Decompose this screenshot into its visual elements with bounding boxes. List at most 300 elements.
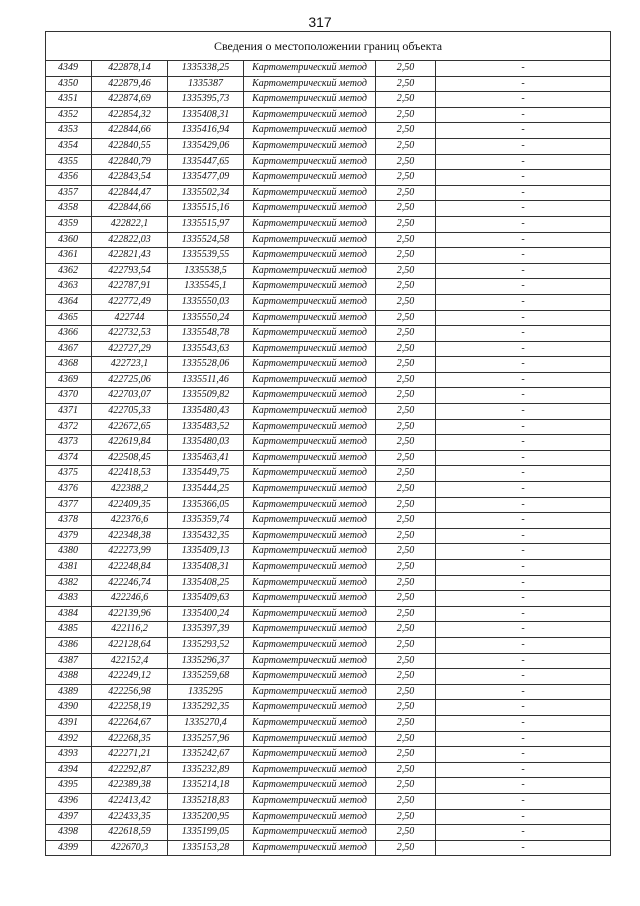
method-cell: Картометрический метод — [244, 138, 376, 154]
x-coordinate-cell: 422246,74 — [92, 575, 168, 591]
table-row — [46, 357, 611, 373]
table-row — [46, 419, 611, 435]
point-number-cell: 4388 — [46, 669, 92, 685]
description-cell: - — [436, 388, 611, 404]
y-coordinate-cell: 1335259,68 — [168, 669, 244, 685]
x-coordinate-cell: 422409,35 — [92, 497, 168, 513]
point-number-cell: 4375 — [46, 466, 92, 482]
table-row — [46, 232, 611, 248]
accuracy-cell: 2,50 — [376, 637, 436, 653]
method-cell: Картометрический метод — [244, 544, 376, 560]
table-row — [46, 279, 611, 295]
y-coordinate-cell: 1335409,63 — [168, 591, 244, 607]
table-row — [46, 435, 611, 451]
description-cell: - — [436, 715, 611, 731]
description-cell: - — [436, 528, 611, 544]
y-coordinate-cell: 1335550,24 — [168, 310, 244, 326]
description-cell: - — [436, 747, 611, 763]
description-cell: - — [436, 482, 611, 498]
page-number: 317 — [308, 14, 332, 30]
accuracy-cell: 2,50 — [376, 138, 436, 154]
x-coordinate-cell: 422418,53 — [92, 466, 168, 482]
table-row — [46, 513, 611, 529]
accuracy-cell: 2,50 — [376, 684, 436, 700]
accuracy-cell: 2,50 — [376, 154, 436, 170]
x-coordinate-cell: 422874,69 — [92, 92, 168, 108]
table-row — [46, 185, 611, 201]
accuracy-cell: 2,50 — [376, 216, 436, 232]
y-coordinate-cell: 1335524,58 — [168, 232, 244, 248]
x-coordinate-cell: 422744 — [92, 310, 168, 326]
y-coordinate-cell: 1335408,25 — [168, 575, 244, 591]
y-coordinate-cell: 1335387 — [168, 76, 244, 92]
table-row — [46, 528, 611, 544]
point-number-cell: 4371 — [46, 404, 92, 420]
method-cell: Картометрический метод — [244, 185, 376, 201]
method-cell: Картометрический метод — [244, 341, 376, 357]
table-row — [46, 575, 611, 591]
point-number-cell: 4393 — [46, 747, 92, 763]
point-number-cell: 4377 — [46, 497, 92, 513]
method-cell: Картометрический метод — [244, 294, 376, 310]
table-row — [46, 544, 611, 560]
accuracy-cell: 2,50 — [376, 762, 436, 778]
method-cell: Картометрический метод — [244, 778, 376, 794]
x-coordinate-cell: 422672,65 — [92, 419, 168, 435]
x-coordinate-cell: 422292,87 — [92, 762, 168, 778]
point-number-cell: 4398 — [46, 825, 92, 841]
description-cell: - — [436, 310, 611, 326]
y-coordinate-cell: 1335270,4 — [168, 715, 244, 731]
description-cell: - — [436, 170, 611, 186]
point-number-cell: 4395 — [46, 778, 92, 794]
y-coordinate-cell: 1335293,52 — [168, 637, 244, 653]
point-number-cell: 4391 — [46, 715, 92, 731]
x-coordinate-cell: 422348,38 — [92, 528, 168, 544]
x-coordinate-cell: 422619,84 — [92, 435, 168, 451]
accuracy-cell: 2,50 — [376, 107, 436, 123]
accuracy-cell: 2,50 — [376, 606, 436, 622]
description-cell: - — [436, 263, 611, 279]
x-coordinate-cell: 422821,43 — [92, 248, 168, 264]
description-cell: - — [436, 154, 611, 170]
point-number-cell: 4376 — [46, 482, 92, 498]
x-coordinate-cell: 422508,45 — [92, 450, 168, 466]
point-number-cell: 4362 — [46, 263, 92, 279]
x-coordinate-cell: 422843,54 — [92, 170, 168, 186]
description-cell: - — [436, 809, 611, 825]
y-coordinate-cell: 1335408,31 — [168, 560, 244, 576]
accuracy-cell: 2,50 — [376, 357, 436, 373]
y-coordinate-cell: 1335545,1 — [168, 279, 244, 295]
method-cell: Картометрический метод — [244, 653, 376, 669]
x-coordinate-cell: 422273,99 — [92, 544, 168, 560]
table-row — [46, 450, 611, 466]
y-coordinate-cell: 1335359,74 — [168, 513, 244, 529]
point-number-cell: 4384 — [46, 606, 92, 622]
point-number-cell: 4365 — [46, 310, 92, 326]
method-cell: Картометрический метод — [244, 310, 376, 326]
method-cell: Картометрический метод — [244, 419, 376, 435]
x-coordinate-cell: 422787,91 — [92, 279, 168, 295]
table-row — [46, 560, 611, 576]
y-coordinate-cell: 1335338,25 — [168, 61, 244, 77]
y-coordinate-cell: 1335463,41 — [168, 450, 244, 466]
table-row — [46, 715, 611, 731]
method-cell: Картометрический метод — [244, 372, 376, 388]
y-coordinate-cell: 1335232,89 — [168, 762, 244, 778]
method-cell: Картометрический метод — [244, 61, 376, 77]
y-coordinate-cell: 1335447,65 — [168, 154, 244, 170]
table-row — [46, 201, 611, 217]
accuracy-cell: 2,50 — [376, 747, 436, 763]
point-number-cell: 4366 — [46, 326, 92, 342]
method-cell: Картометрический метод — [244, 497, 376, 513]
description-cell: - — [436, 123, 611, 139]
x-coordinate-cell: 422732,53 — [92, 326, 168, 342]
table-row — [46, 107, 611, 123]
point-number-cell: 4361 — [46, 248, 92, 264]
table-row — [46, 700, 611, 716]
description-cell: - — [436, 825, 611, 841]
table-row — [46, 809, 611, 825]
y-coordinate-cell: 1335409,13 — [168, 544, 244, 560]
accuracy-cell: 2,50 — [376, 326, 436, 342]
table-row — [46, 497, 611, 513]
method-cell: Картометрический метод — [244, 201, 376, 217]
table-row — [46, 591, 611, 607]
method-cell: Картометрический метод — [244, 388, 376, 404]
point-number-cell: 4353 — [46, 123, 92, 139]
description-cell: - — [436, 793, 611, 809]
description-cell: - — [436, 294, 611, 310]
y-coordinate-cell: 1335199,05 — [168, 825, 244, 841]
y-coordinate-cell: 1335483,52 — [168, 419, 244, 435]
accuracy-cell: 2,50 — [376, 840, 436, 856]
point-number-cell: 4363 — [46, 279, 92, 295]
method-cell: Картометрический метод — [244, 669, 376, 685]
method-cell: Картометрический метод — [244, 840, 376, 856]
table-row — [46, 466, 611, 482]
accuracy-cell: 2,50 — [376, 497, 436, 513]
table-body — [46, 61, 611, 856]
point-number-cell: 4373 — [46, 435, 92, 451]
description-cell: - — [436, 404, 611, 420]
table-title: Сведения о местоположении границ объекта — [46, 32, 611, 61]
point-number-cell: 4359 — [46, 216, 92, 232]
accuracy-cell: 2,50 — [376, 310, 436, 326]
method-cell: Картометрический метод — [244, 825, 376, 841]
table-row — [46, 310, 611, 326]
description-cell: - — [436, 669, 611, 685]
y-coordinate-cell: 1335397,39 — [168, 622, 244, 638]
method-cell: Картометрический метод — [244, 154, 376, 170]
point-number-cell: 4380 — [46, 544, 92, 560]
accuracy-cell: 2,50 — [376, 450, 436, 466]
description-cell: - — [436, 606, 611, 622]
method-cell: Картометрический метод — [244, 123, 376, 139]
y-coordinate-cell: 1335480,03 — [168, 435, 244, 451]
method-cell: Картометрический метод — [244, 606, 376, 622]
description-cell: - — [436, 61, 611, 77]
method-cell: Картометрический метод — [244, 747, 376, 763]
point-number-cell: 4382 — [46, 575, 92, 591]
x-coordinate-cell: 422128,64 — [92, 637, 168, 653]
x-coordinate-cell: 422878,14 — [92, 61, 168, 77]
description-cell: - — [436, 575, 611, 591]
table-row — [46, 825, 611, 841]
y-coordinate-cell: 1335257,96 — [168, 731, 244, 747]
x-coordinate-cell: 422264,67 — [92, 715, 168, 731]
y-coordinate-cell: 1335538,5 — [168, 263, 244, 279]
method-cell: Картометрический метод — [244, 92, 376, 108]
description-cell: - — [436, 107, 611, 123]
x-coordinate-cell: 422772,49 — [92, 294, 168, 310]
accuracy-cell: 2,50 — [376, 622, 436, 638]
point-number-cell: 4372 — [46, 419, 92, 435]
table-row — [46, 216, 611, 232]
accuracy-cell: 2,50 — [376, 466, 436, 482]
x-coordinate-cell: 422844,47 — [92, 185, 168, 201]
y-coordinate-cell: 1335295 — [168, 684, 244, 700]
point-number-cell: 4369 — [46, 372, 92, 388]
x-coordinate-cell: 422246,6 — [92, 591, 168, 607]
x-coordinate-cell: 422670,3 — [92, 840, 168, 856]
point-number-cell: 4368 — [46, 357, 92, 373]
accuracy-cell: 2,50 — [376, 715, 436, 731]
accuracy-cell: 2,50 — [376, 778, 436, 794]
point-number-cell: 4358 — [46, 201, 92, 217]
point-number-cell: 4351 — [46, 92, 92, 108]
point-number-cell: 4349 — [46, 61, 92, 77]
y-coordinate-cell: 1335296,37 — [168, 653, 244, 669]
x-coordinate-cell: 422703,07 — [92, 388, 168, 404]
table-row — [46, 61, 611, 77]
table-row — [46, 154, 611, 170]
point-number-cell: 4364 — [46, 294, 92, 310]
description-cell: - — [436, 76, 611, 92]
accuracy-cell: 2,50 — [376, 591, 436, 607]
method-cell: Картометрический метод — [244, 700, 376, 716]
point-number-cell: 4381 — [46, 560, 92, 576]
point-number-cell: 4392 — [46, 731, 92, 747]
table-row — [46, 76, 611, 92]
point-number-cell: 4397 — [46, 809, 92, 825]
accuracy-cell: 2,50 — [376, 294, 436, 310]
method-cell: Картометрический метод — [244, 357, 376, 373]
point-number-cell: 4390 — [46, 700, 92, 716]
description-cell: - — [436, 357, 611, 373]
description-cell: - — [436, 279, 611, 295]
description-cell: - — [436, 700, 611, 716]
description-cell: - — [436, 450, 611, 466]
x-coordinate-cell: 422413,42 — [92, 793, 168, 809]
y-coordinate-cell: 1335153,28 — [168, 840, 244, 856]
method-cell: Картометрический метод — [244, 575, 376, 591]
method-cell: Картометрический метод — [244, 404, 376, 420]
description-cell: - — [436, 591, 611, 607]
x-coordinate-cell: 422139,96 — [92, 606, 168, 622]
table-row — [46, 123, 611, 139]
method-cell: Картометрический метод — [244, 76, 376, 92]
table-row — [46, 793, 611, 809]
y-coordinate-cell: 1335429,06 — [168, 138, 244, 154]
accuracy-cell: 2,50 — [376, 653, 436, 669]
y-coordinate-cell: 1335548,78 — [168, 326, 244, 342]
point-number-cell: 4367 — [46, 341, 92, 357]
y-coordinate-cell: 1335400,24 — [168, 606, 244, 622]
description-cell: - — [436, 497, 611, 513]
accuracy-cell: 2,50 — [376, 575, 436, 591]
description-cell: - — [436, 466, 611, 482]
accuracy-cell: 2,50 — [376, 170, 436, 186]
method-cell: Картометрический метод — [244, 560, 376, 576]
point-number-cell: 4357 — [46, 185, 92, 201]
point-number-cell: 4354 — [46, 138, 92, 154]
method-cell: Картометрический метод — [244, 248, 376, 264]
table-row — [46, 341, 611, 357]
description-cell: - — [436, 513, 611, 529]
point-number-cell: 4396 — [46, 793, 92, 809]
y-coordinate-cell: 1335200,95 — [168, 809, 244, 825]
y-coordinate-cell: 1335528,06 — [168, 357, 244, 373]
point-number-cell: 4356 — [46, 170, 92, 186]
x-coordinate-cell: 422840,55 — [92, 138, 168, 154]
method-cell: Картометрический метод — [244, 482, 376, 498]
x-coordinate-cell: 422618,59 — [92, 825, 168, 841]
method-cell: Картометрический метод — [244, 591, 376, 607]
point-number-cell: 4355 — [46, 154, 92, 170]
y-coordinate-cell: 1335550,03 — [168, 294, 244, 310]
x-coordinate-cell: 422705,33 — [92, 404, 168, 420]
table-row — [46, 762, 611, 778]
y-coordinate-cell: 1335515,16 — [168, 201, 244, 217]
x-coordinate-cell: 422258,19 — [92, 700, 168, 716]
method-cell: Картометрический метод — [244, 762, 376, 778]
x-coordinate-cell: 422271,21 — [92, 747, 168, 763]
description-cell: - — [436, 684, 611, 700]
method-cell: Картометрический метод — [244, 793, 376, 809]
x-coordinate-cell: 422822,03 — [92, 232, 168, 248]
accuracy-cell: 2,50 — [376, 404, 436, 420]
x-coordinate-cell: 422388,2 — [92, 482, 168, 498]
table-row — [46, 248, 611, 264]
y-coordinate-cell: 1335432,35 — [168, 528, 244, 544]
x-coordinate-cell: 422840,79 — [92, 154, 168, 170]
description-cell: - — [436, 560, 611, 576]
point-number-cell: 4378 — [46, 513, 92, 529]
description-cell: - — [436, 731, 611, 747]
point-number-cell: 4379 — [46, 528, 92, 544]
description-cell: - — [436, 419, 611, 435]
x-coordinate-cell: 422268,35 — [92, 731, 168, 747]
method-cell: Картометрический метод — [244, 513, 376, 529]
x-coordinate-cell: 422152,4 — [92, 653, 168, 669]
table-row — [46, 294, 611, 310]
accuracy-cell: 2,50 — [376, 232, 436, 248]
method-cell: Картометрический метод — [244, 232, 376, 248]
x-coordinate-cell: 422854,32 — [92, 107, 168, 123]
accuracy-cell: 2,50 — [376, 61, 436, 77]
method-cell: Картометрический метод — [244, 715, 376, 731]
table-row — [46, 92, 611, 108]
accuracy-cell: 2,50 — [376, 560, 436, 576]
method-cell: Картометрический метод — [244, 466, 376, 482]
description-cell: - — [436, 762, 611, 778]
y-coordinate-cell: 1335509,82 — [168, 388, 244, 404]
point-number-cell: 4394 — [46, 762, 92, 778]
x-coordinate-cell: 422723,1 — [92, 357, 168, 373]
method-cell: Картометрический метод — [244, 528, 376, 544]
accuracy-cell: 2,50 — [376, 669, 436, 685]
accuracy-cell: 2,50 — [376, 248, 436, 264]
method-cell: Картометрический метод — [244, 684, 376, 700]
x-coordinate-cell: 422725,06 — [92, 372, 168, 388]
accuracy-cell: 2,50 — [376, 341, 436, 357]
accuracy-cell: 2,50 — [376, 185, 436, 201]
method-cell: Картометрический метод — [244, 809, 376, 825]
accuracy-cell: 2,50 — [376, 76, 436, 92]
point-number-cell: 4374 — [46, 450, 92, 466]
accuracy-cell: 2,50 — [376, 809, 436, 825]
method-cell: Картометрический метод — [244, 279, 376, 295]
description-cell: - — [436, 544, 611, 560]
accuracy-cell: 2,50 — [376, 372, 436, 388]
method-cell: Картометрический метод — [244, 326, 376, 342]
description-cell: - — [436, 201, 611, 217]
y-coordinate-cell: 1335511,46 — [168, 372, 244, 388]
accuracy-cell: 2,50 — [376, 528, 436, 544]
y-coordinate-cell: 1335408,31 — [168, 107, 244, 123]
point-number-cell: 4385 — [46, 622, 92, 638]
x-coordinate-cell: 422248,84 — [92, 560, 168, 576]
description-cell: - — [436, 248, 611, 264]
y-coordinate-cell: 1335539,55 — [168, 248, 244, 264]
description-cell: - — [436, 622, 611, 638]
table-row — [46, 637, 611, 653]
point-number-cell: 4386 — [46, 637, 92, 653]
y-coordinate-cell: 1335242,67 — [168, 747, 244, 763]
description-cell: - — [436, 92, 611, 108]
table-title-row — [46, 32, 611, 61]
table-row — [46, 684, 611, 700]
description-cell: - — [436, 637, 611, 653]
accuracy-cell: 2,50 — [376, 482, 436, 498]
method-cell: Картометрический метод — [244, 450, 376, 466]
y-coordinate-cell: 1335292,35 — [168, 700, 244, 716]
y-coordinate-cell: 1335218,83 — [168, 793, 244, 809]
description-cell: - — [436, 653, 611, 669]
table-row — [46, 669, 611, 685]
method-cell: Картометрический метод — [244, 435, 376, 451]
table-row — [46, 840, 611, 856]
description-cell: - — [436, 138, 611, 154]
y-coordinate-cell: 1335477,09 — [168, 170, 244, 186]
y-coordinate-cell: 1335449,75 — [168, 466, 244, 482]
accuracy-cell: 2,50 — [376, 279, 436, 295]
table-row — [46, 482, 611, 498]
y-coordinate-cell: 1335515,97 — [168, 216, 244, 232]
y-coordinate-cell: 1335395,73 — [168, 92, 244, 108]
point-number-cell: 4352 — [46, 107, 92, 123]
y-coordinate-cell: 1335543,63 — [168, 341, 244, 357]
accuracy-cell: 2,50 — [376, 731, 436, 747]
table-row — [46, 170, 611, 186]
table-row — [46, 372, 611, 388]
method-cell: Картометрический метод — [244, 107, 376, 123]
description-cell: - — [436, 372, 611, 388]
accuracy-cell: 2,50 — [376, 825, 436, 841]
